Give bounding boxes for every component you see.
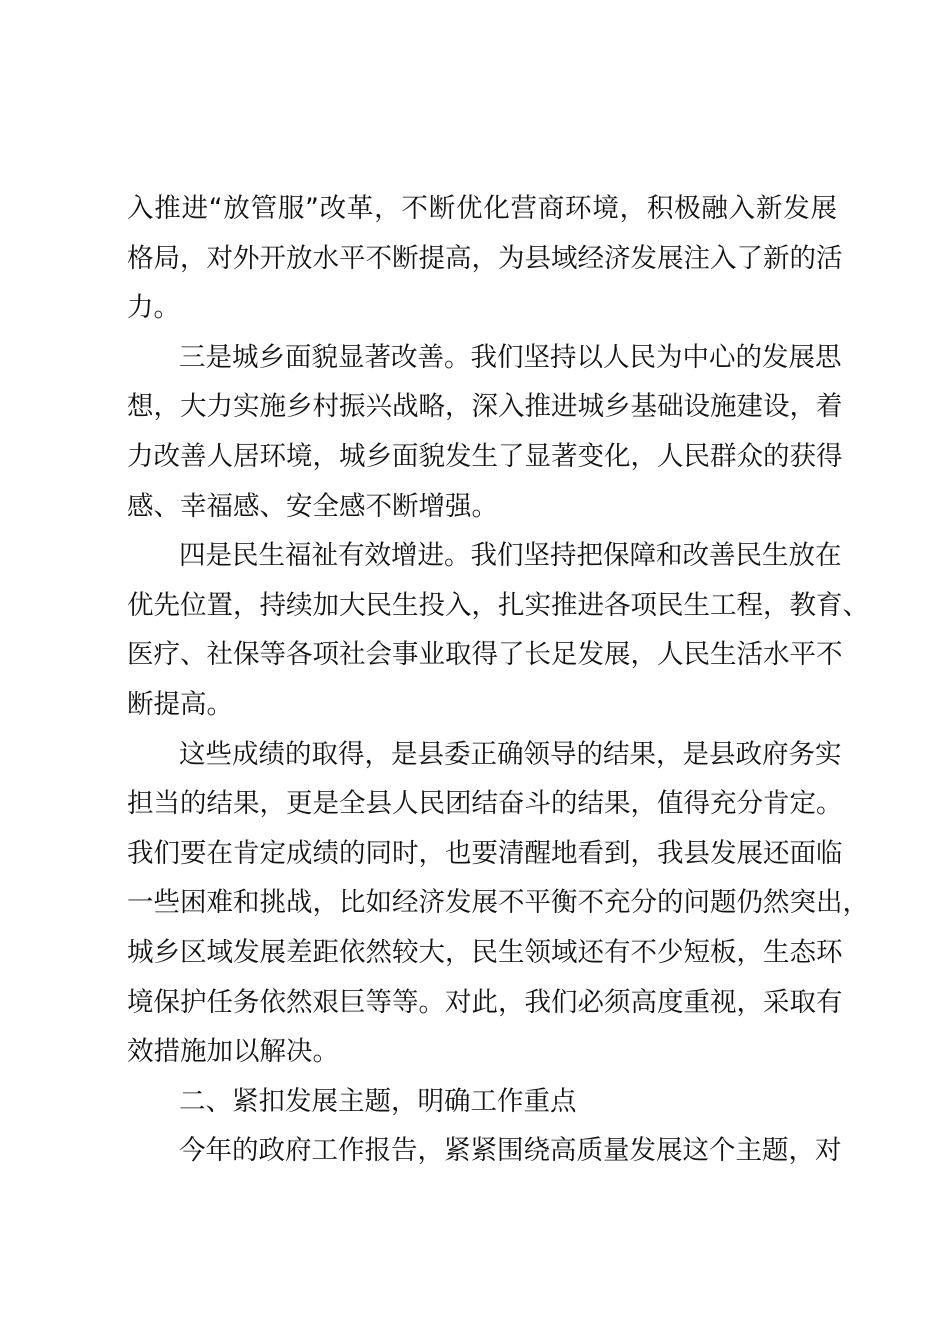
text-line: 入推进“放管服”改革，不断优化营商环境，积极融入新发展 <box>127 193 837 224</box>
text-line: 力。 <box>127 292 180 324</box>
text-line: 想，大力实施乡村振兴战略，深入推进城乡基础设施建设，着 <box>127 391 843 423</box>
text-line: 力改善人居环境，城乡面貌发生了显著变化，人民群众的获得 <box>127 440 843 472</box>
text-line: 担当的结果，更是全县人民团结奋斗的结果，值得充分肯定。 <box>127 788 843 820</box>
text-line: 境保护任务依然艰巨等等。对此，我们必须高度重视，采取有 <box>127 986 843 1018</box>
paragraph-first-line: 三是城乡面貌显著改善。我们坚持以人民为中心的发展思 <box>179 341 842 373</box>
paragraph-first-line: 这些成绩的取得，是县委正确领导的结果，是县政府务实 <box>179 738 842 770</box>
text-line: 医疗、社保等各项社会事业取得了长足发展，人民生活水平不 <box>127 639 843 671</box>
text-line: 优先位置，持续加大民生投入，扎实推进各项民生工程，教育、 <box>127 589 869 621</box>
text-line: 一些困难和挑战，比如经济发展不平衡不充分的问题仍然突出， <box>127 887 869 919</box>
text-line: 效措施加以解决。 <box>127 1036 339 1068</box>
paragraph-first-line: 今年的政府工作报告，紧紧围绕高质量发展这个主题，对 <box>179 1135 842 1167</box>
paragraph-first-line: 四是民生福祉有效增进。我们坚持把保障和改善民生放在 <box>179 540 842 572</box>
text-line: 断提高。 <box>127 688 233 720</box>
text-line: 感、幸福感、安全感不断增强。 <box>127 490 498 522</box>
body-text <box>127 184 869 1176</box>
text-line: 城乡区域发展差距依然较大，民生领域还有不少短板，生态环 <box>127 936 843 968</box>
text-line: 格局，对外开放水平不断提高，为县域经济发展注入了新的活 <box>127 242 843 274</box>
text-line: 我们要在肯定成绩的同时，也要清醒地看到，我县发展还面临 <box>127 837 843 869</box>
section-heading: 二、紧扣发展主题，明确工作重点 <box>179 1085 577 1117</box>
